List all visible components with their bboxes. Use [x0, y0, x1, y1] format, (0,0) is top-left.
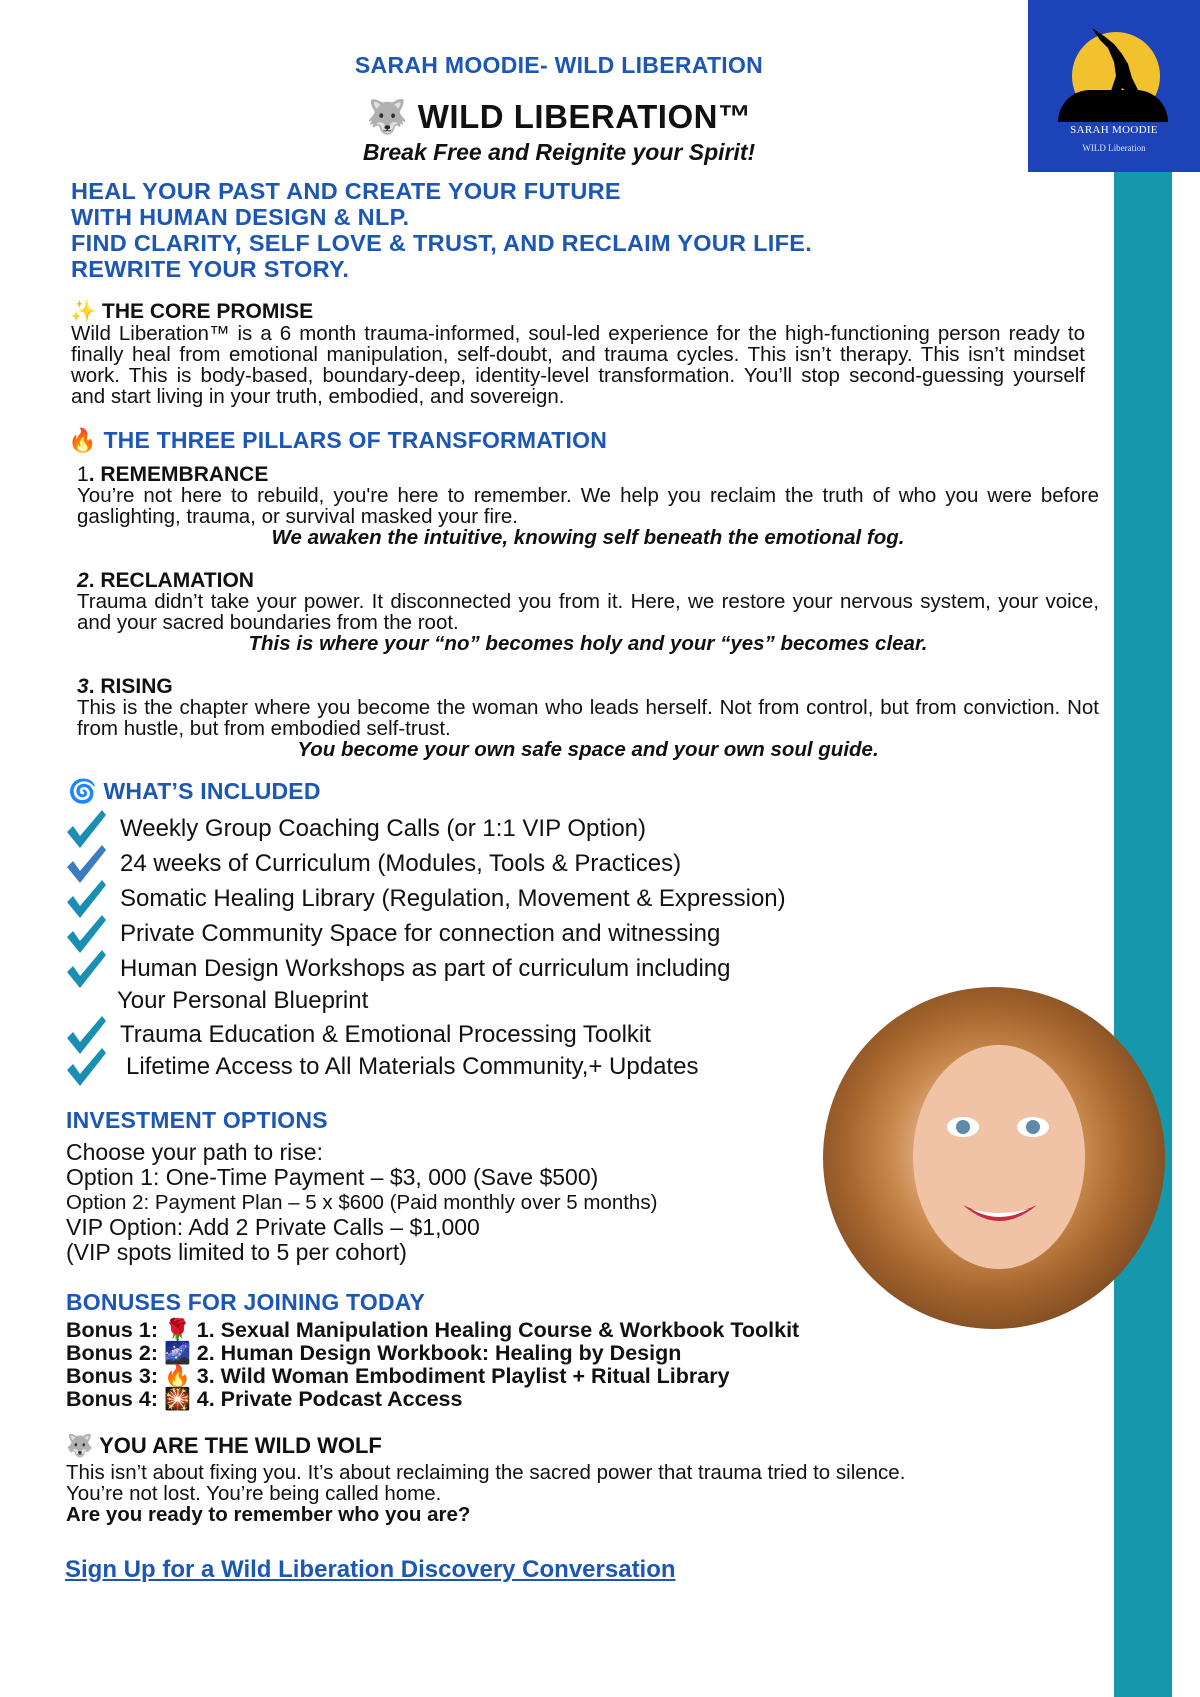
- included-item-text: Somatic Healing Library (Regulation, Movement & Expression): [120, 885, 786, 912]
- logo-subtitle: WILD Liberation: [1082, 143, 1146, 153]
- included-item-text: Trauma Education & Emotional Processing Toolkit: [120, 1021, 651, 1048]
- investment-line: Option 2: Payment Plan – 5 x $600 (Paid monthly over 5 months): [66, 1191, 658, 1214]
- bonus-text: 3. Wild Woman Embodiment Playlist + Ritual Library: [196, 1364, 730, 1388]
- sparkles-icon: ✨: [70, 300, 97, 323]
- wild-wolf-question: Are you ready to remember who you are?: [66, 1503, 471, 1526]
- pillar-3-italic: You become your own safe space and your own soul guide.: [297, 738, 879, 761]
- included-item-text: Lifetime Access to All Materials Community,+ Updates: [126, 1053, 699, 1080]
- bonus-label: Bonus 2:: [66, 1341, 158, 1365]
- pillar-1-italic: We awaken the intuitive, knowing self beneath the emotional fog.: [271, 526, 905, 549]
- core-promise-heading: [70, 300, 313, 324]
- bonus-item: [66, 1387, 462, 1412]
- wolf-icon: 🐺: [66, 1433, 94, 1458]
- wolf-icon: 🐺: [366, 98, 409, 135]
- signup-link[interactable]: Sign Up for a Wild Liberation Discovery Conversation: [65, 1556, 676, 1583]
- investment-line: Option 1: One-Time Payment – $3, 000 (Save $500): [66, 1164, 599, 1190]
- pillar-3-text: This is the chapter where you become the woman who leads herself. Not from control, but from conviction. Not from hustle, but from embodied self-trust.: [77, 696, 1099, 740]
- included-item: [64, 1046, 698, 1088]
- bonus-text: 2. Human Design Workbook: Healing by Design: [196, 1341, 682, 1365]
- heal-line: WITH HUMAN DESIGN & NLP.: [71, 204, 410, 230]
- bonus-label: Bonus 3:: [66, 1364, 158, 1388]
- included-item-text: Weekly Group Coaching Calls (or 1:1 VIP Option): [120, 815, 647, 842]
- pillar-title: . RECLAMATION: [88, 569, 254, 592]
- pillar-2-text: Trauma didn’t take your power. It disconnected you from it. Here, we restore your nervous system, your voice, and your sacred boundaries from the root.: [77, 590, 1099, 634]
- portrait-illustration: [823, 987, 1165, 1329]
- included-item-continuation: Your Personal Blueprint: [117, 987, 369, 1014]
- bonus-label: Bonus 1:: [66, 1318, 158, 1342]
- checkmark-icon: [64, 948, 108, 990]
- heal-line: REWRITE YOUR STORY.: [71, 256, 350, 282]
- included-item-text: Private Community Space for connection and witnessing: [120, 920, 721, 947]
- included-heading: [68, 778, 321, 805]
- bonus-item: [66, 1364, 730, 1389]
- core-promise-heading-text: THE CORE PROMISE: [102, 300, 314, 323]
- heal-headline: [71, 178, 812, 282]
- fire-icon: 🔥: [163, 1364, 191, 1388]
- galaxy-icon: 🌌: [163, 1341, 191, 1365]
- page-title: [0, 98, 1118, 137]
- bonuses-heading: BONUSES FOR JOINING TODAY: [66, 1289, 426, 1315]
- fire-icon: 🔥: [68, 427, 97, 453]
- tagline: Break Free and Reignite your Spirit!: [362, 139, 756, 165]
- sparkler-icon: 🎇: [163, 1387, 191, 1411]
- page-top-title: SARAH MOODIE- WILD LIBERATION: [354, 52, 764, 78]
- investment-line: (VIP spots limited to 5 per cohort): [66, 1239, 407, 1265]
- wild-wolf-line: This isn’t about fixing you. It’s about reclaiming the sacred power that trauma tried to silence.: [66, 1461, 906, 1484]
- side-accent-bar: [1114, 172, 1172, 1697]
- investment-line: VIP Option: Add 2 Private Calls – $1,000: [66, 1214, 480, 1240]
- wild-wolf-heading: [66, 1433, 382, 1459]
- pillar-title: . REMEMBRANCE: [88, 463, 269, 486]
- bonus-text: 4. Private Podcast Access: [196, 1387, 463, 1411]
- core-promise-text: Wild Liberation™ is a 6 month trauma-informed, soul-led experience for the high-functioning person ready to finally heal from emotional manipulation, self-doubt, and trauma cycles. This isn’t therapy. This isn’t mindset work. This is body-based, boundary-deep, identity-level transformation. You’ll stop second-guessing yourself and start living in your truth, embodied, and sovereign.: [71, 322, 1085, 408]
- investment-line: Choose your path to rise:: [66, 1139, 323, 1165]
- heal-line: FIND CLARITY, SELF LOVE & TRUST, AND RECLAIM YOUR LIFE.: [71, 230, 813, 256]
- profile-photo: [823, 987, 1165, 1329]
- investment-details: [66, 1140, 657, 1265]
- pillar-title: . RISING: [88, 675, 173, 698]
- wild-wolf-heading-text: YOU ARE THE WILD WOLF: [99, 1433, 382, 1458]
- logo-name: SARAH MOODIE: [1070, 124, 1158, 136]
- rose-icon: 🌹: [163, 1318, 191, 1342]
- pillar-1-text: You’re not here to rebuild, you're here to remember. We help you reclaim the truth of who you were before gaslighting, trauma, or survival masked your fire.: [77, 484, 1099, 528]
- wild-wolf-line: You’re not lost. You’re being called home.: [66, 1482, 442, 1505]
- pillar-number: 2: [77, 569, 89, 592]
- investment-heading: INVESTMENT OPTIONS: [66, 1107, 328, 1133]
- included-item: [64, 948, 731, 990]
- heal-line: HEAL YOUR PAST AND CREATE YOUR FUTURE: [71, 178, 621, 204]
- bonus-label: Bonus 4:: [66, 1387, 158, 1411]
- bonus-item: [66, 1318, 799, 1343]
- pillars-heading-text: THE THREE PILLARS OF TRANSFORMATION: [103, 427, 608, 453]
- page-title-text: WILD LIBERATION™: [417, 98, 752, 135]
- included-heading-text: WHAT’S INCLUDED: [103, 778, 321, 804]
- included-item-text: Human Design Workshops as part of curriculum including: [120, 955, 731, 982]
- pillar-2-italic: This is where your “no” becomes holy and your “yes” becomes clear.: [248, 632, 928, 655]
- pillar-number: 3: [77, 675, 89, 698]
- pillar-number: 1: [77, 463, 89, 486]
- bonus-item: [66, 1341, 681, 1366]
- checkmark-icon: [64, 1046, 108, 1088]
- pillars-heading: [68, 427, 607, 454]
- included-item-text: 24 weeks of Curriculum (Modules, Tools & Practices): [120, 850, 682, 877]
- cyclone-icon: 🌀: [68, 778, 97, 804]
- bonus-text: 1. Sexual Manipulation Healing Course & Workbook Toolkit: [196, 1318, 800, 1342]
